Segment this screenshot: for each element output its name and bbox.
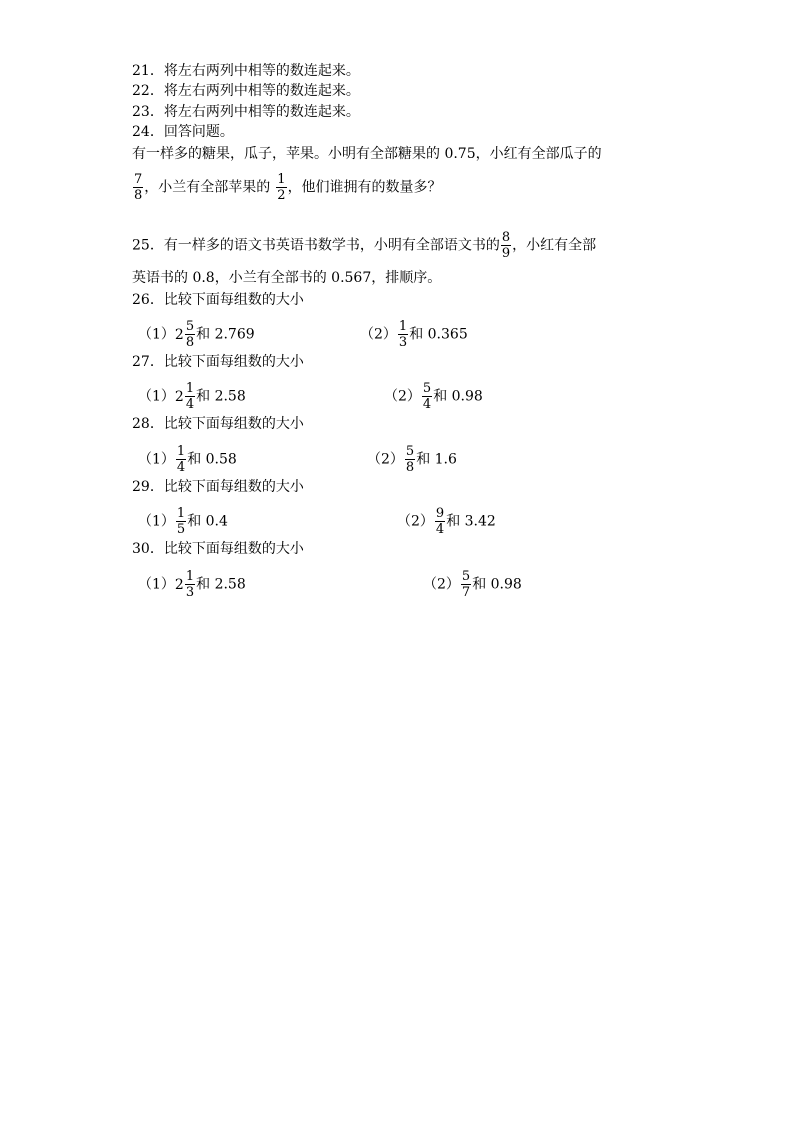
question-24-heading: 24．回答问题。 (132, 124, 234, 140)
fraction: $\frac{9}{4}$ (435, 506, 445, 537)
fraction: $\frac{5}{4}$ (422, 381, 432, 412)
fraction: $\frac{5}{8}$ (405, 444, 415, 475)
question-25-line1: 25．有一样多的语文书英语书数学书，小明有全部语文书的 $\frac{8}{9}$ ，小红有全部 (132, 230, 597, 261)
question-29-part-2: （2） $\frac{9}{4}$ 和 3.42 (397, 506, 496, 537)
mixed-fraction: $\frac{1}{4}$ (185, 381, 195, 412)
fraction: $\frac{5}{7}$ (461, 569, 471, 600)
question-24-line2: $\frac{7}{8}$ ，小兰有全部苹果的 $\frac{1}{2}$ ，他们谁拥有的数量多？ (134, 172, 442, 203)
fraction-1-2: $\frac{1}{2}$ (277, 172, 286, 203)
fraction-7-8: $\frac{7}{8}$ (134, 172, 143, 203)
question-23: 23．将左右两列中相等的数连起来。 (132, 104, 360, 120)
question-26-part-2: （2） $\frac{1}{3}$ 和 0.365 (360, 319, 468, 350)
question-28-heading: 28．比较下面每组数的大小 (132, 416, 304, 432)
question-29-part-1: （1） $\frac{1}{5}$ 和 0.4 (138, 506, 228, 537)
question-27-part-2: （2） $\frac{5}{4}$ 和 0.98 (384, 381, 483, 412)
question-26-heading: 26．比较下面每组数的大小 (132, 292, 304, 308)
question-25-line2: 英语书的 0.8，小兰有全部书的 0.567，排顺序。 (132, 270, 442, 286)
question-24-line1: 有一样多的糖果，瓜子，苹果。小明有全部糖果的 0.75，小红有全部瓜子的 (132, 146, 602, 162)
question-30-part-2: （2） $\frac{5}{7}$ 和 0.98 (423, 569, 522, 600)
fraction-8-9: $\frac{8}{9}$ (501, 230, 511, 261)
mixed-fraction: $\frac{5}{8}$ (185, 319, 195, 350)
question-28-part-1: （1） $\frac{1}{4}$ 和 0.58 (138, 444, 237, 475)
question-21: 21．将左右两列中相等的数连起来。 (132, 63, 360, 79)
question-30-part-1: （1）2 $\frac{1}{3}$ 和 2.58 (138, 569, 246, 600)
question-27-heading: 27．比较下面每组数的大小 (132, 354, 304, 370)
question-28-part-2: （2） $\frac{5}{8}$ 和 1.6 (367, 444, 457, 475)
fraction: $\frac{1}{5}$ (176, 506, 186, 537)
question-22: 22．将左右两列中相等的数连起来。 (132, 83, 360, 99)
fraction: $\frac{1}{4}$ (176, 444, 186, 475)
question-29-heading: 29．比较下面每组数的大小 (132, 479, 304, 495)
fraction: $\frac{1}{3}$ (398, 319, 408, 350)
mixed-fraction: $\frac{1}{3}$ (185, 569, 195, 600)
question-26-part-1: （1）2 $\frac{5}{8}$ 和 2.769 (138, 319, 255, 350)
question-30-heading: 30．比较下面每组数的大小 (132, 541, 304, 557)
question-27-part-1: （1）2 $\frac{1}{4}$ 和 2.58 (138, 381, 246, 412)
